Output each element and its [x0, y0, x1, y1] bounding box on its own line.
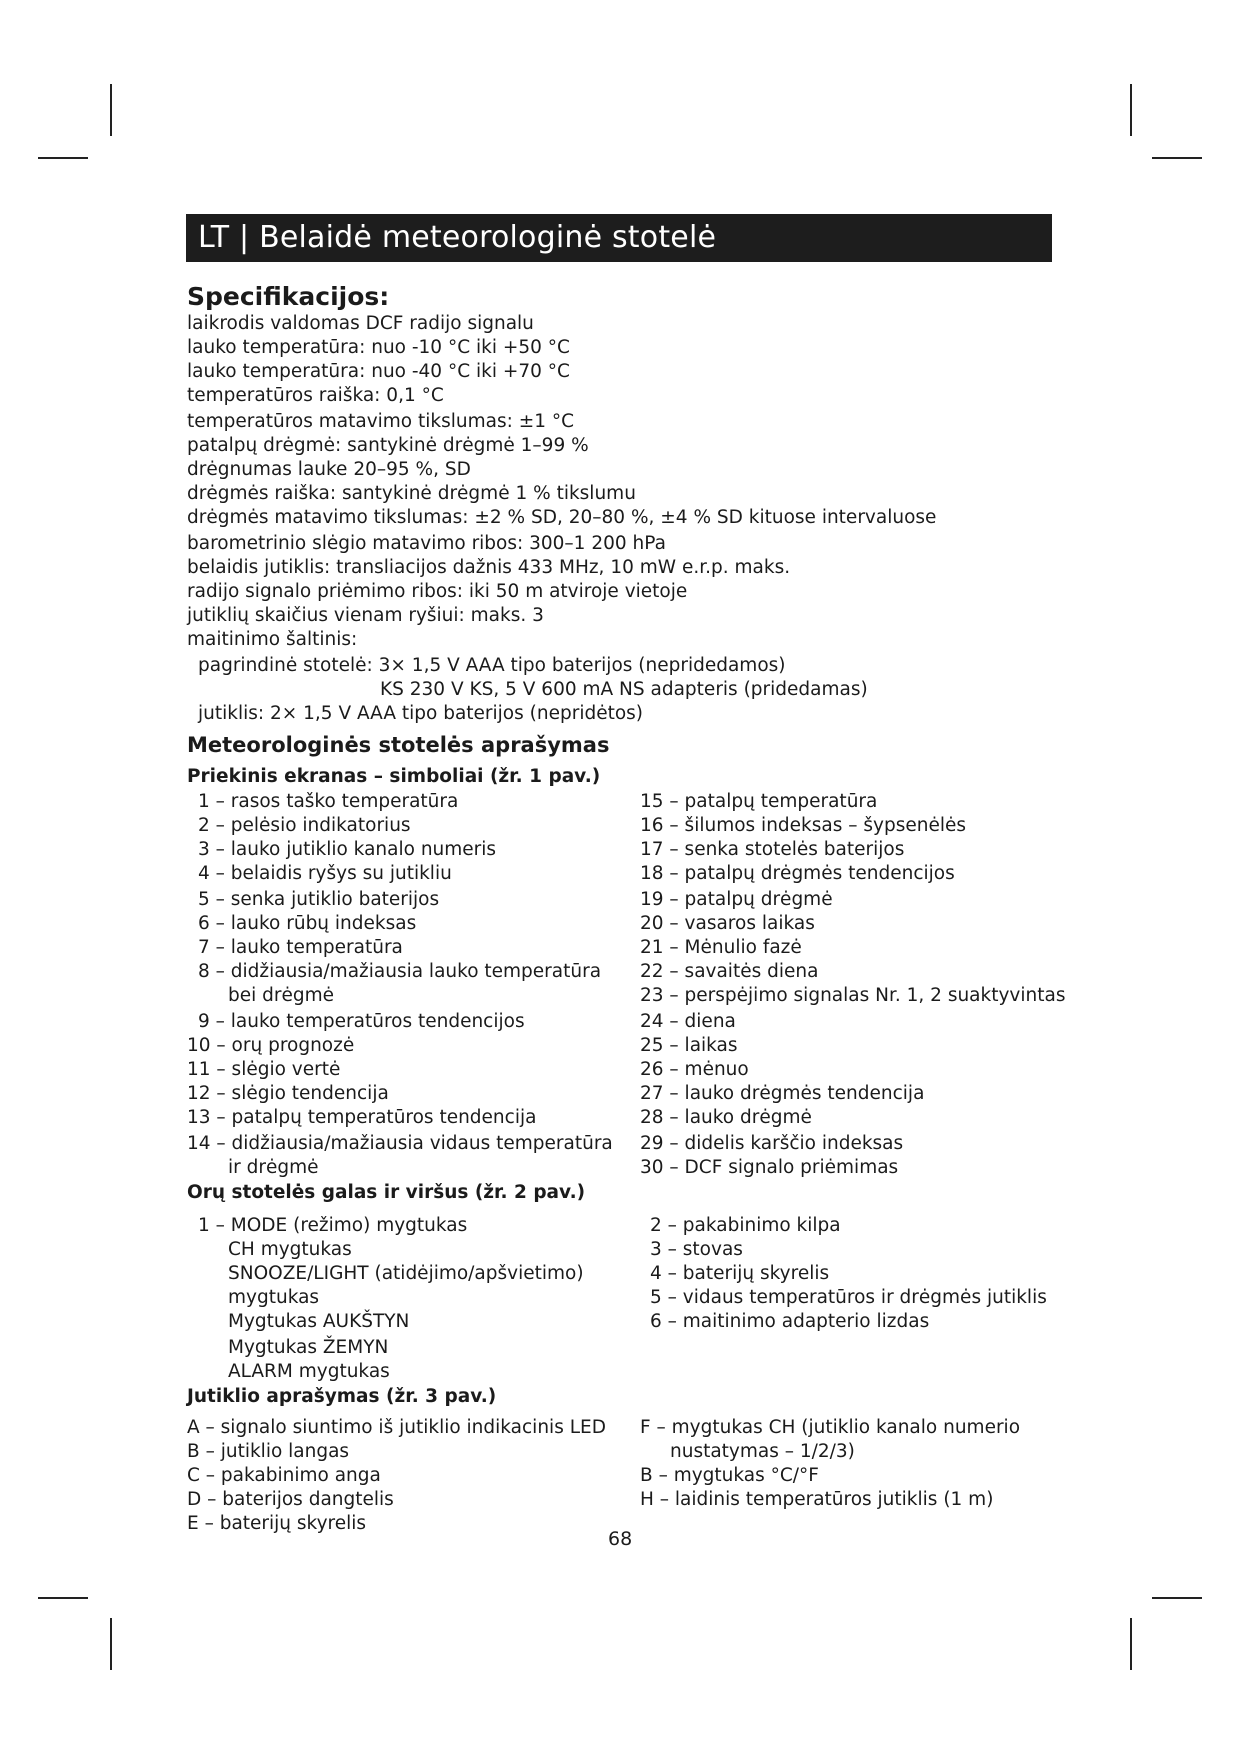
front-symbol-item: 25 – laikas — [640, 1035, 738, 1056]
back-part-item: 6 – maitinimo adapterio lizdas — [650, 1311, 930, 1332]
front-symbol-item: 14 – didžiausia/mažiausia vidaus temperatūra — [187, 1133, 613, 1154]
sensor-part-item: F – mygtukas CH (jutiklio kanalo numerio — [640, 1417, 1021, 1438]
spec-line: drėgmės raiška: santykinė drėgmė 1 % tikslumu — [187, 483, 636, 504]
sensor-part-item: B – jutiklio langas — [187, 1441, 350, 1462]
sensor-part-item: C – pakabinimo anga — [187, 1465, 381, 1486]
back-part-item: 1 – MODE (režimo) mygtukas — [198, 1215, 468, 1236]
crop-mark — [110, 1618, 112, 1670]
front-symbol-item: 6 – lauko rūbų indeksas — [198, 913, 417, 934]
sensor-part-item: nustatymas – 1/2/3) — [670, 1441, 855, 1462]
front-symbol-item: 23 – perspėjimo signalas Nr. 1, 2 suaktyvintas — [640, 985, 1066, 1006]
spec-line: maitinimo šaltinis: — [187, 629, 358, 650]
front-symbol-item: 10 – orų prognozė — [187, 1035, 355, 1056]
front-symbol-item: 18 – patalpų drėgmės tendencijos — [640, 863, 955, 884]
front-symbol-item: 22 – savaitės diena — [640, 961, 819, 982]
front-symbol-item: 15 – patalpų temperatūra — [640, 791, 878, 812]
spec-line: belaidis jutiklis: transliacijos dažnis 433 MHz, 10 mW e.r.p. maks. — [187, 557, 791, 578]
sensor-part-item: D – baterijos dangtelis — [187, 1489, 394, 1510]
spec-line: jutiklių skaičius vienam ryšiui: maks. 3 — [187, 605, 544, 626]
sensor-heading: Jutiklio aprašymas (žr. 3 pav.) — [187, 1386, 497, 1407]
title-bar — [186, 214, 1052, 262]
back-part-item: 3 – stovas — [650, 1239, 743, 1260]
spec-line: drėgnumas lauke 20–95 %, SD — [187, 459, 471, 480]
front-symbol-item: 30 – DCF signalo priėmimas — [640, 1157, 899, 1178]
back-part-item: CH mygtukas — [228, 1239, 352, 1260]
front-symbol-item: 29 – didelis karščio indeksas — [640, 1133, 904, 1154]
page-number: 68 — [608, 1528, 633, 1550]
front-symbol-item: 2 – pelėsio indikatorius — [198, 815, 411, 836]
front-symbol-item: 26 – mėnuo — [640, 1059, 749, 1080]
spec-line: radijo signalo priėmimo ribos: iki 50 m atviroje vietoje — [187, 581, 688, 602]
back-part-item: mygtukas — [228, 1287, 320, 1308]
front-symbol-item: 24 – diena — [640, 1011, 736, 1032]
front-symbol-item: 7 – lauko temperatūra — [198, 937, 403, 958]
front-symbol-item: 13 – patalpų temperatūros tendencija — [187, 1107, 537, 1128]
front-symbol-item: 8 – didžiausia/mažiausia lauko temperatūra — [198, 961, 602, 982]
back-part-item: Mygtukas AUKŠTYN — [228, 1311, 410, 1332]
spec-line: laikrodis valdomas DCF radijo signalu — [187, 313, 534, 334]
front-symbol-item: 3 – lauko jutiklio kanalo numeris — [198, 839, 497, 860]
crop-mark — [1152, 157, 1202, 159]
back-part-item: 4 – baterijų skyrelis — [650, 1263, 830, 1284]
sensor-part-item: B – mygtukas °C/°F — [640, 1465, 819, 1486]
front-symbol-item: 16 – šilumos indeksas – šypsenėlės — [640, 815, 966, 836]
front-symbol-item: bei drėgmė — [228, 985, 335, 1006]
spec-line: temperatūros matavimo tikslumas: ±1 °C — [187, 411, 575, 432]
specifications-heading: Specifikacijos: — [187, 282, 390, 311]
back-part-item: ALARM mygtukas — [228, 1361, 390, 1382]
front-symbol-item: 12 – slėgio tendencija — [187, 1083, 389, 1104]
spec-line: jutiklis: 2× 1,5 V AAA tipo baterijos (nepridėtos) — [198, 703, 644, 724]
back-part-item: 5 – vidaus temperatūros ir drėgmės jutiklis — [650, 1287, 1047, 1308]
spec-line: drėgmės matavimo tikslumas: ±2 % SD, 20–80 %, ±4 % SD kituose intervaluose — [187, 507, 937, 528]
sensor-part-item: A – signalo siuntimo iš jutiklio indikacinis LED — [187, 1417, 606, 1438]
crop-mark — [1130, 84, 1132, 136]
front-symbol-item: ir drėgmė — [228, 1157, 319, 1178]
page-title: LT | Belaidė meteorologinė stotelė — [198, 220, 717, 255]
crop-mark — [1152, 1597, 1202, 1599]
crop-mark — [38, 1597, 88, 1599]
crop-mark — [110, 84, 112, 136]
front-display-heading: Priekinis ekranas – simboliai (žr. 1 pav.) — [187, 766, 601, 787]
front-symbol-item: 17 – senka stotelės baterijos — [640, 839, 905, 860]
front-symbol-item: 4 – belaidis ryšys su jutikliu — [198, 863, 452, 884]
spec-line: lauko temperatūra: nuo -40 °C iki +70 °C — [187, 361, 570, 382]
back-part-item: 2 – pakabinimo kilpa — [650, 1215, 841, 1236]
spec-line: pagrindinė stotelė: 3× 1,5 V AAA tipo baterijos (nepridedamos) — [198, 655, 786, 676]
spec-line: patalpų drėgmė: santykinė drėgmė 1–99 % — [187, 435, 589, 456]
crop-mark — [38, 157, 88, 159]
front-symbol-item: 19 – patalpų drėgmė — [640, 889, 833, 910]
description-heading: Meteorologinės stotelės aprašymas — [187, 733, 610, 757]
front-symbol-item: 11 – slėgio vertė — [187, 1059, 341, 1080]
back-top-heading: Orų stotelės galas ir viršus (žr. 2 pav.) — [187, 1182, 586, 1203]
front-symbol-item: 9 – lauko temperatūros tendencijos — [198, 1011, 525, 1032]
sensor-part-item: H – laidinis temperatūros jutiklis (1 m) — [640, 1489, 994, 1510]
spec-line: KS 230 V KS, 5 V 600 mA NS adapteris (pridedamas) — [380, 679, 868, 700]
spec-line: temperatūros raiška: 0,1 °C — [187, 385, 444, 406]
front-symbol-item: 21 – Mėnulio fazė — [640, 937, 802, 958]
front-symbol-item: 27 – lauko drėgmės tendencija — [640, 1083, 925, 1104]
back-part-item: SNOOZE/LIGHT (atidėjimo/apšvietimo) — [228, 1263, 584, 1284]
front-symbol-item: 5 – senka jutiklio baterijos — [198, 889, 440, 910]
spec-line: barometrinio slėgio matavimo ribos: 300–1 200 hPa — [187, 533, 666, 554]
front-symbol-item: 1 – rasos taško temperatūra — [198, 791, 459, 812]
spec-line: lauko temperatūra: nuo -10 °C iki +50 °C — [187, 337, 570, 358]
sensor-part-item: E – baterijų skyrelis — [187, 1513, 367, 1534]
front-symbol-item: 20 – vasaros laikas — [640, 913, 815, 934]
front-symbol-item: 28 – lauko drėgmė — [640, 1107, 812, 1128]
crop-mark — [1130, 1618, 1132, 1670]
back-part-item: Mygtukas ŽEMYN — [228, 1337, 389, 1358]
